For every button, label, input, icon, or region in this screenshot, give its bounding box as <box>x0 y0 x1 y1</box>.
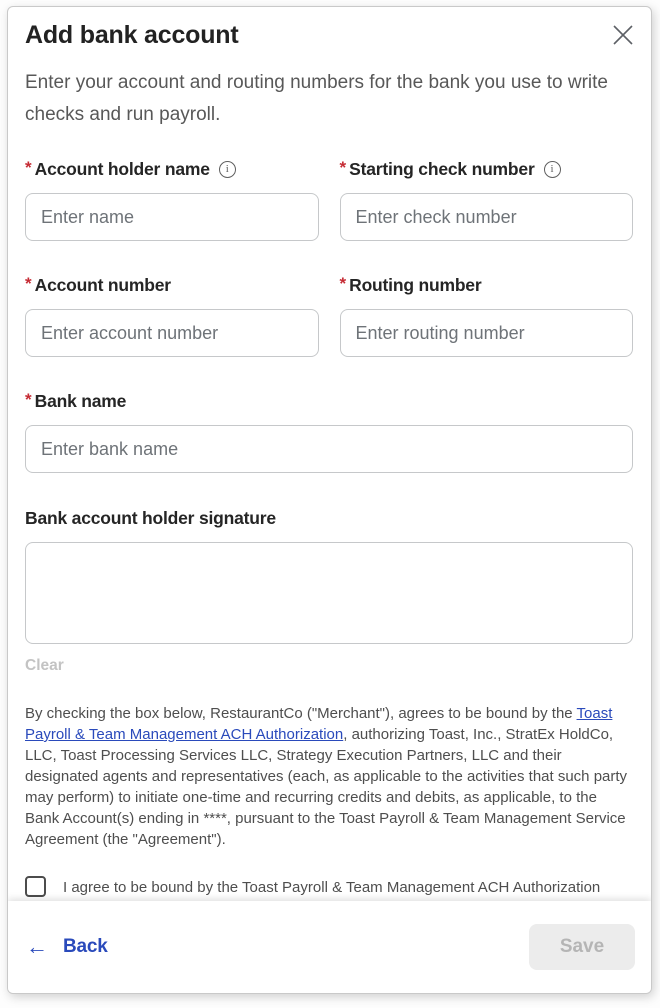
info-icon[interactable]: i <box>219 161 236 178</box>
agreement-row <box>25 875 633 898</box>
field-account-holder-name <box>25 158 319 241</box>
field-starting-check-number <box>340 158 634 241</box>
account-number-input[interactable] <box>25 309 319 357</box>
field-account-number <box>25 274 319 357</box>
modal-description: Enter your account and routing numbers for the bank you use to write checks and run payroll. <box>25 72 608 125</box>
info-icon[interactable]: i <box>544 161 561 178</box>
starting-check-number-label: Starting check number <box>349 158 535 179</box>
routing-number-label: Routing number <box>349 274 482 295</box>
account-holder-name-input[interactable] <box>25 193 319 241</box>
required-asterisk: * <box>339 274 347 293</box>
account-holder-name-label: Account holder name <box>34 158 210 179</box>
agreement-checkbox[interactable] <box>25 876 46 897</box>
modal-footer <box>8 901 651 993</box>
save-button[interactable]: Save <box>529 924 635 970</box>
field-bank-name <box>25 390 633 473</box>
label-row <box>340 274 634 296</box>
required-asterisk: * <box>25 274 32 293</box>
required-asterisk: * <box>339 158 347 177</box>
bank-name-label: Bank name <box>34 390 127 411</box>
back-button-label: Back <box>63 936 108 957</box>
signature-section <box>25 508 633 675</box>
bank-name-input[interactable] <box>25 425 633 473</box>
label-row <box>25 158 319 180</box>
modal-title: Add bank account <box>25 21 239 49</box>
add-bank-account-modal <box>7 6 652 994</box>
close-x-glyph <box>610 22 636 48</box>
signature-clear-button[interactable]: Clear <box>25 657 64 674</box>
close-icon[interactable] <box>607 19 639 51</box>
account-number-label: Account number <box>34 274 171 295</box>
modal-content <box>8 7 651 903</box>
required-asterisk: * <box>25 390 32 409</box>
back-arrow-icon: ← <box>26 934 48 959</box>
field-routing-number <box>340 274 634 357</box>
ach-authorization-legal-text <box>25 703 633 850</box>
label-row <box>340 158 634 180</box>
ach-authorization-link[interactable]: Toast Payroll & Team Management ACH Authorization <box>25 705 613 743</box>
agreement-checkbox-label: I agree to be bound by the Toast Payroll & Team Management ACH Authorization <box>63 879 601 896</box>
starting-check-number-input[interactable] <box>340 193 634 241</box>
legal-text-after: , authorizing Toast, Inc., StratEx HoldCo, LLC, Toast Processing Services LLC, Strategy Execution Partners, LLC and their designated agents and representatives (each, as applicable to the activities that such party may perform) to initiate one-time and recurring credits and debits, as applicable, to the Bank Account(s) ending in ****, pursuant to the Toast Payroll & Team Management Service Agreement (the "Agreement"). <box>25 726 628 848</box>
bank-account-form <box>25 158 633 506</box>
label-row <box>25 274 319 296</box>
routing-number-input[interactable] <box>340 309 634 357</box>
required-asterisk: * <box>25 158 32 177</box>
legal-text-before: By checking the box below, RestaurantCo ("Merchant"), agrees to be bound by the <box>25 705 577 722</box>
back-button[interactable] <box>26 936 108 958</box>
signature-label: Bank account holder signature <box>25 508 276 528</box>
label-row <box>25 390 633 412</box>
signature-pad[interactable] <box>25 542 633 644</box>
